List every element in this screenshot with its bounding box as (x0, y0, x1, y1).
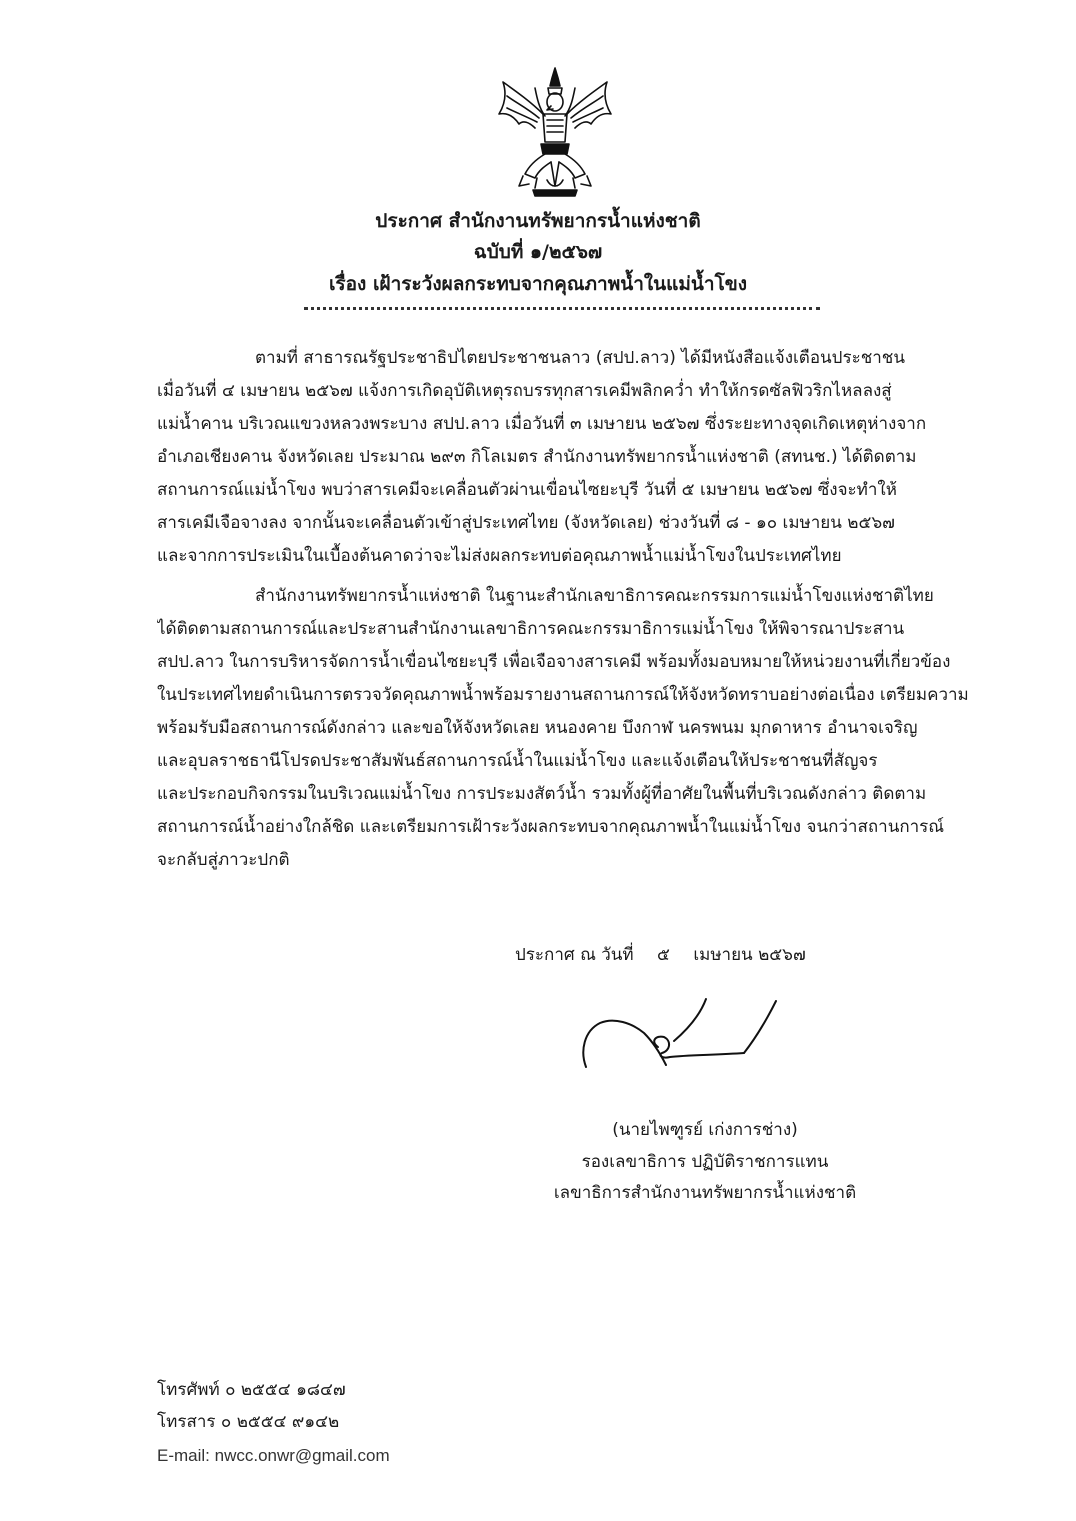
paragraph-line: แม่น้ำคาน บริเวณแขวงหลวงพระบาง สปป.ลาว เมื่อวันที่ ๓ เมษายน ๒๕๖๗ ซึ่งระยะทางจุดเกิดเหตุห่างจาก (157, 414, 927, 434)
paragraph-line: สปป.ลาว ในการบริหารจัดการน้ำเขื่อนไซยะบุรี เพื่อเจือจางสารเคมี พร้อมทั้งมอบหมายให้หน่วยงานที่เกี่ยวข้อง (157, 652, 951, 672)
body-paragraph-1 (157, 342, 974, 573)
paragraph-line: ในประเทศไทยดำเนินการตรวจวัดคุณภาพน้ำพร้อมรายงานสถานการณ์ให้จังหวัดทราบอย่างต่อเนื่อง เตรียมความ (157, 685, 969, 705)
announcement-date (515, 941, 824, 969)
paragraph-line: อำเภอเชียงคาน จังหวัดเลย ประมาณ ๒๙๓ กิโลเมตร สำนักงานทรัพยากรน้ำแห่งชาติ (สทนช.) ได้ติดตาม (157, 447, 917, 467)
header-divider (304, 307, 820, 310)
paragraph-line: และอุบลราชธานีโปรดประชาสัมพันธ์สถานการณ์น้ำในแม่น้ำโขง และแจ้งเตือนให้ประชาชนที่สัญจร (157, 751, 878, 771)
paragraph-line: สถานการณ์แม่น้ำโขง พบว่าสารเคมีจะเคลื่อนตัวผ่านเขื่อนไซยะบุรี วันที่ ๕ เมษายน ๒๕๖๗ ซึ่งจะทำให้ (157, 480, 897, 500)
signatory-name: (นายไพฑูรย์ เก่งการช่าง) (612, 1120, 798, 1140)
signatory-office: เลขาธิการสำนักงานทรัพยากรน้ำแห่งชาติ (553, 1183, 857, 1203)
date-month-year: เมษายน ๒๕๖๗ (693, 945, 806, 965)
contact-email[interactable]: E-mail: nwcc.onwr@gmail.com (157, 1446, 390, 1465)
signature-icon (576, 995, 786, 1075)
date-day: ๕ (657, 945, 670, 965)
paragraph-line: และจากการประเมินในเบื้องต้นคาดว่าจะไม่ส่งผลกระทบต่อคุณภาพน้ำแม่น้ำโขงในประเทศไทย (157, 546, 842, 566)
body-paragraph-2 (157, 580, 974, 877)
announcement-subject: เรื่อง เฝ้าระวังผลกระทบจากคุณภาพน้ำในแม่น้ำโขง (328, 273, 748, 295)
paragraph-line: จะกลับสู่ภาวะปกติ (157, 850, 290, 870)
contact-phone: โทรศัพท์ ๐ ๒๕๕๔ ๑๘๔๗ (157, 1380, 346, 1400)
paragraph-line: ตามที่ สาธารณรัฐประชาธิปไตยประชาชนลาว (สปป.ลาว) ได้มีหนังสือแจ้งเตือนประชาชน (255, 348, 905, 368)
signatory-position: รองเลขาธิการ ปฏิบัติราชการแทน (581, 1152, 829, 1172)
date-label: ประกาศ ณ วันที่ (515, 945, 634, 965)
paragraph-line: ได้ติดตามสถานการณ์และประสานสำนักงานเลขาธิการคณะกรรมาธิการแม่น้ำโขง ให้พิจารณาประสาน (157, 619, 905, 639)
paragraph-line: สำนักงานทรัพยากรน้ำแห่งชาติ ในฐานะสำนักเลขาธิการคณะกรรมการแม่น้ำโขงแห่งชาติไทย (255, 586, 934, 606)
announcement-issue-number: ฉบับที่ ๑/๒๕๖๗ (473, 241, 603, 263)
paragraph-line: พร้อมรับมือสถานการณ์ดังกล่าว และขอให้จังหวัดเลย หนองคาย บึงกาฬ นครพนม มุกดาหาร อำนาจเจริญ (157, 718, 918, 738)
announcement-title: ประกาศ สำนักงานทรัพยากรน้ำแห่งชาติ (375, 210, 701, 232)
paragraph-line: และประกอบกิจกรรมในบริเวณแม่น้ำโขง การประมงสัตว์น้ำ รวมทั้งผู้ที่อาศัยในพื้นที่บริเวณดังกล่าว ติดตาม (157, 784, 927, 804)
paragraph-line: สารเคมีเจือจางลง จากนั้นจะเคลื่อนตัวเข้าสู่ประเทศไทย (จังหวัดเลย) ช่วงวันที่ ๘ - ๑๐ เมษายน ๒๕๖๗ (157, 513, 895, 533)
paragraph-line: สถานการณ์น้ำอย่างใกล้ชิด และเตรียมการเฝ้าระวังผลกระทบจากคุณภาพน้ำในแม่น้ำโขง จนกว่าสถานการณ์ (157, 817, 945, 837)
paragraph-line: เมื่อวันที่ ๔ เมษายน ๒๕๖๗ แจ้งการเกิดอุบัติเหตุรถบรรทุกสารเคมีพลิกคว่ำ ทำให้กรดซัลฟิวริกไหลลงสู่ (157, 381, 892, 401)
contact-fax: โทรสาร ๐ ๒๕๕๔ ๙๑๔๒ (157, 1412, 340, 1432)
garuda-emblem-icon (495, 62, 615, 200)
